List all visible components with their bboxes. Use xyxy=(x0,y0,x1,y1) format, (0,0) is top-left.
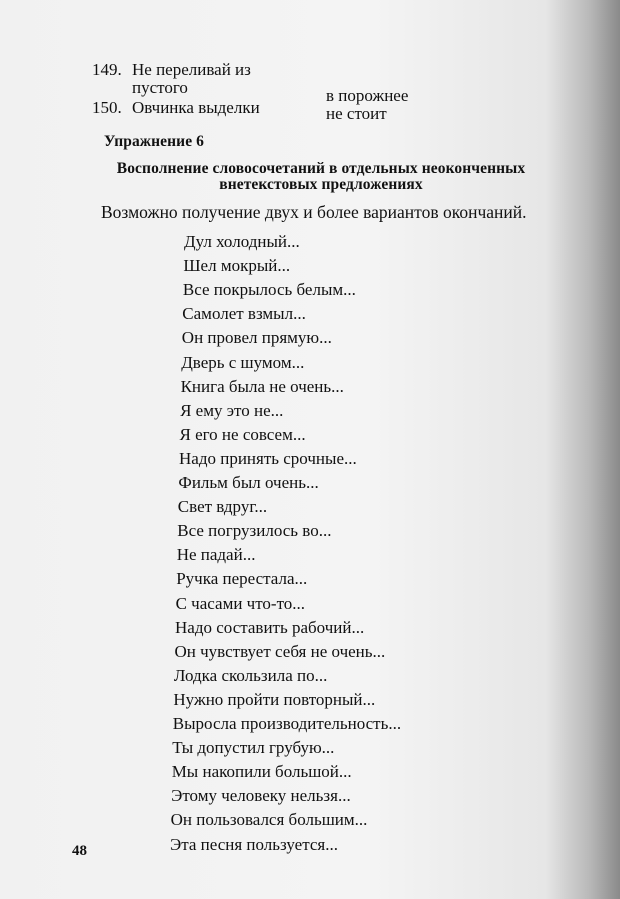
proverb-line: Овчинка выделки xyxy=(132,98,260,117)
sentence-item: Не падай... xyxy=(176,545,256,565)
proverb-number: 150. xyxy=(92,98,122,117)
sentence-item: Мы накопили большой... xyxy=(171,762,352,782)
sentence-item: Выросла производительность... xyxy=(172,714,402,733)
exercise-title: Упражнение 6 xyxy=(104,133,205,150)
sentence-item: Я его не совсем... xyxy=(179,424,306,444)
exercise-instruction: Возможно получение двух и более вариантов окончаний. xyxy=(101,202,527,222)
sentence-item: Эта песня пользуется... xyxy=(170,834,338,854)
sentence-item: Ты допустил грубую... xyxy=(172,738,335,758)
exercise-subtitle: Восполнение словосочетаний в отдельных неоконченных xyxy=(116,160,526,177)
sentence-item: Он провел прямую... xyxy=(181,328,332,348)
sentence-item: Лодка скользила по... xyxy=(173,665,328,685)
sentence-item: Фильм был очень... xyxy=(178,473,319,492)
sentence-item: Он чувствует себя не очень... xyxy=(174,641,386,661)
sentence-item: Шел мокрый... xyxy=(183,256,291,276)
sentence-item: Этому человеку нельзя... xyxy=(171,786,351,806)
sentence-item: Ручка перестала... xyxy=(176,569,308,589)
sentence-item: С часами что-то... xyxy=(175,593,306,613)
sentence-item: Самолет взмыл... xyxy=(182,304,306,324)
sentence-item: Надо составить рабочий... xyxy=(175,617,365,637)
proverb-continuation: не стоит xyxy=(326,104,387,123)
sentence-item: Все погрузилось во... xyxy=(177,521,332,541)
sentence-item: Дул холодный... xyxy=(184,232,300,251)
proverb-line: пустого xyxy=(132,78,188,97)
sentence-item: Надо принять срочные... xyxy=(179,448,357,468)
sentence-item: Нужно пройти повторный... xyxy=(173,689,376,709)
page-number: 48 xyxy=(72,843,87,859)
proverb-continuation: в порожнее xyxy=(326,86,409,105)
exercise-subtitle: внетекстовых предложениях xyxy=(219,176,423,193)
sentence-item: Книга была не очень... xyxy=(180,376,344,396)
sentence-item: Я ему это не... xyxy=(180,400,284,420)
sentence-item: Свет вдруг... xyxy=(177,497,268,517)
sentence-item: Он пользовался большим... xyxy=(170,810,368,830)
proverb-number: 149. xyxy=(92,60,122,79)
proverb-line: Не переливай из xyxy=(132,60,251,79)
sentence-item: Все покрылось белым... xyxy=(182,280,356,300)
sentence-item: Дверь с шумом... xyxy=(181,352,305,372)
